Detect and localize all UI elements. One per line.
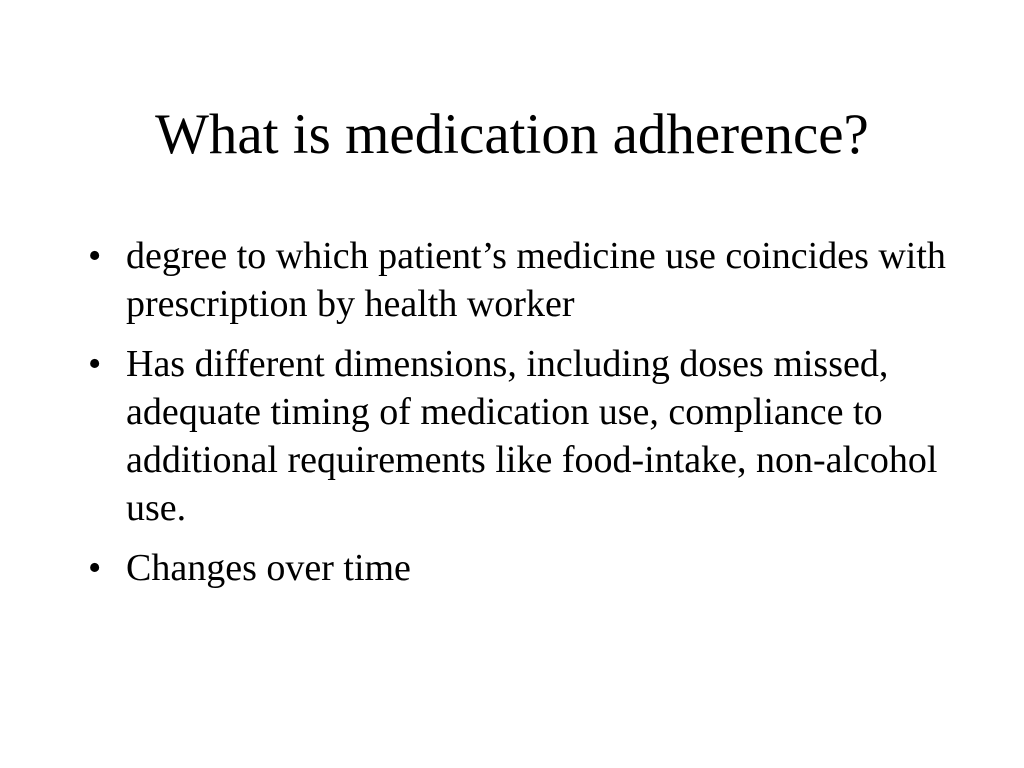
- bullet-item: [88, 232, 948, 328]
- bullet-item: [88, 340, 948, 532]
- slide-title: What is medication adherence?: [155, 103, 869, 166]
- bullet-icon: •: [88, 235, 102, 277]
- bullet-list: [88, 232, 948, 604]
- bullet-item: [88, 544, 948, 592]
- bullet-text: degree to which patient’s medicine use coincides with prescription by health worker: [126, 235, 946, 325]
- bullet-text: Has different dimensions, including doses missed, adequate timing of medication use, compliance to additional requirements like food-intake, non-alcohol use.: [126, 343, 938, 529]
- bullet-icon: •: [88, 343, 102, 385]
- bullet-icon: •: [88, 547, 102, 589]
- bullet-text: Changes over time: [126, 547, 411, 589]
